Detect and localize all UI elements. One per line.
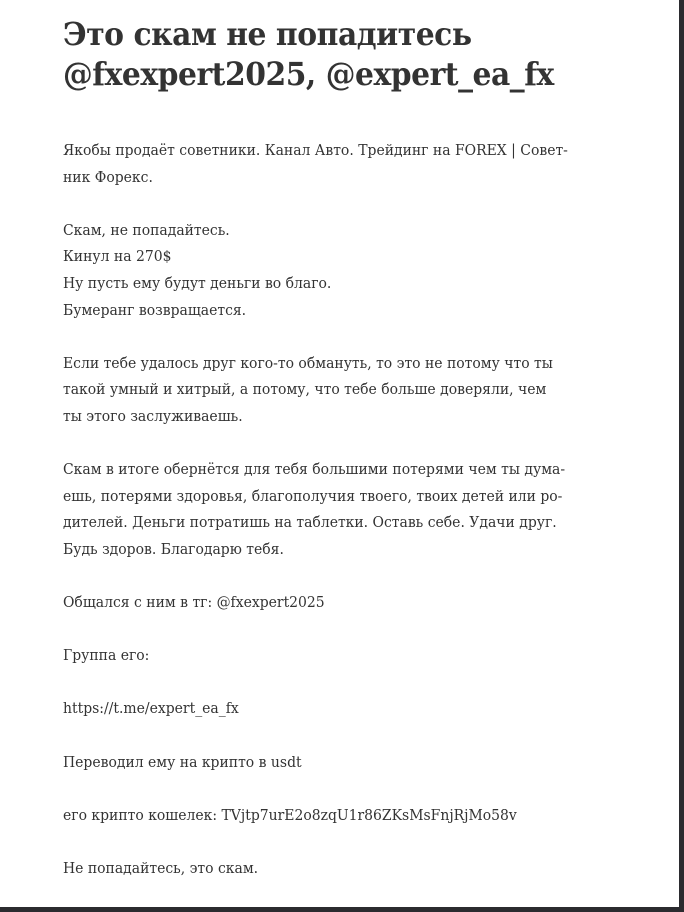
paragraph: [63, 749, 584, 776]
paragraph-line: Якобы продаёт советники. Канал Авто. Трейдинг на FOREX | Совет-: [63, 141, 568, 159]
paragraph: [63, 642, 584, 669]
paragraph-line: его крипто кошелек: TVjtp7urE2o8zqU1r86ZKsMsFnjRjMo58v: [63, 805, 517, 824]
article-title: [63, 14, 584, 94]
paragraph-line: https://t.me/expert_ea_fx: [63, 699, 239, 718]
article: [63, 14, 623, 908]
paragraph-line: Переводил ему на крипто в usdt: [63, 752, 302, 771]
paragraph-line: Кинул на 270$: [63, 247, 172, 266]
title-line: @fxexpert2025, @expert_ea_fx: [63, 55, 554, 93]
paragraph: [63, 589, 584, 616]
paragraph-line: Не попадайтесь, это скам.: [63, 859, 259, 878]
paragraph-line: Если тебе удалось друг кого-то обмануть, то это не потому что ты: [63, 353, 553, 372]
paragraph-line: ты этого заслуживаешь.: [63, 406, 243, 425]
paragraph-line: Ну пусть ему будут деньги во благо.: [63, 273, 332, 292]
paragraph-line: Общался с ним в тг: @fxexpert2025: [63, 593, 325, 612]
paragraph-line: Скам в итоге обернётся для тебя большими потерями чем ты дума-: [63, 460, 566, 479]
paragraph-line: ник Форекс.: [63, 167, 153, 186]
paragraph: [63, 802, 584, 829]
paragraph: [63, 855, 584, 882]
paragraph-line: Скам, не попадайтесь.: [63, 220, 230, 239]
title-line: Это скам не попадитесь: [63, 15, 472, 53]
paragraph-line: Будь здоров. Благодарю тебя.: [63, 539, 284, 558]
paragraph: [63, 137, 584, 190]
paragraph-line: дителей. Деньги потратишь на таблетки. Оставь себе. Удачи друг.: [63, 513, 557, 532]
paragraph: [63, 217, 584, 323]
paragraph: [63, 456, 584, 562]
article-body: [63, 137, 623, 882]
paragraph-line: Группа его:: [63, 646, 150, 665]
paragraph-line: такой умный и хитрый, а потому, что тебе больше доверяли, чем: [63, 380, 547, 399]
paragraph: [63, 695, 584, 722]
paragraph: [63, 350, 584, 430]
paragraph-line: ешь, потерями здоровья, благополучия твоего, твоих детей или ро-: [63, 486, 563, 505]
paragraph-line: Бумеранг возвращается.: [63, 300, 247, 319]
